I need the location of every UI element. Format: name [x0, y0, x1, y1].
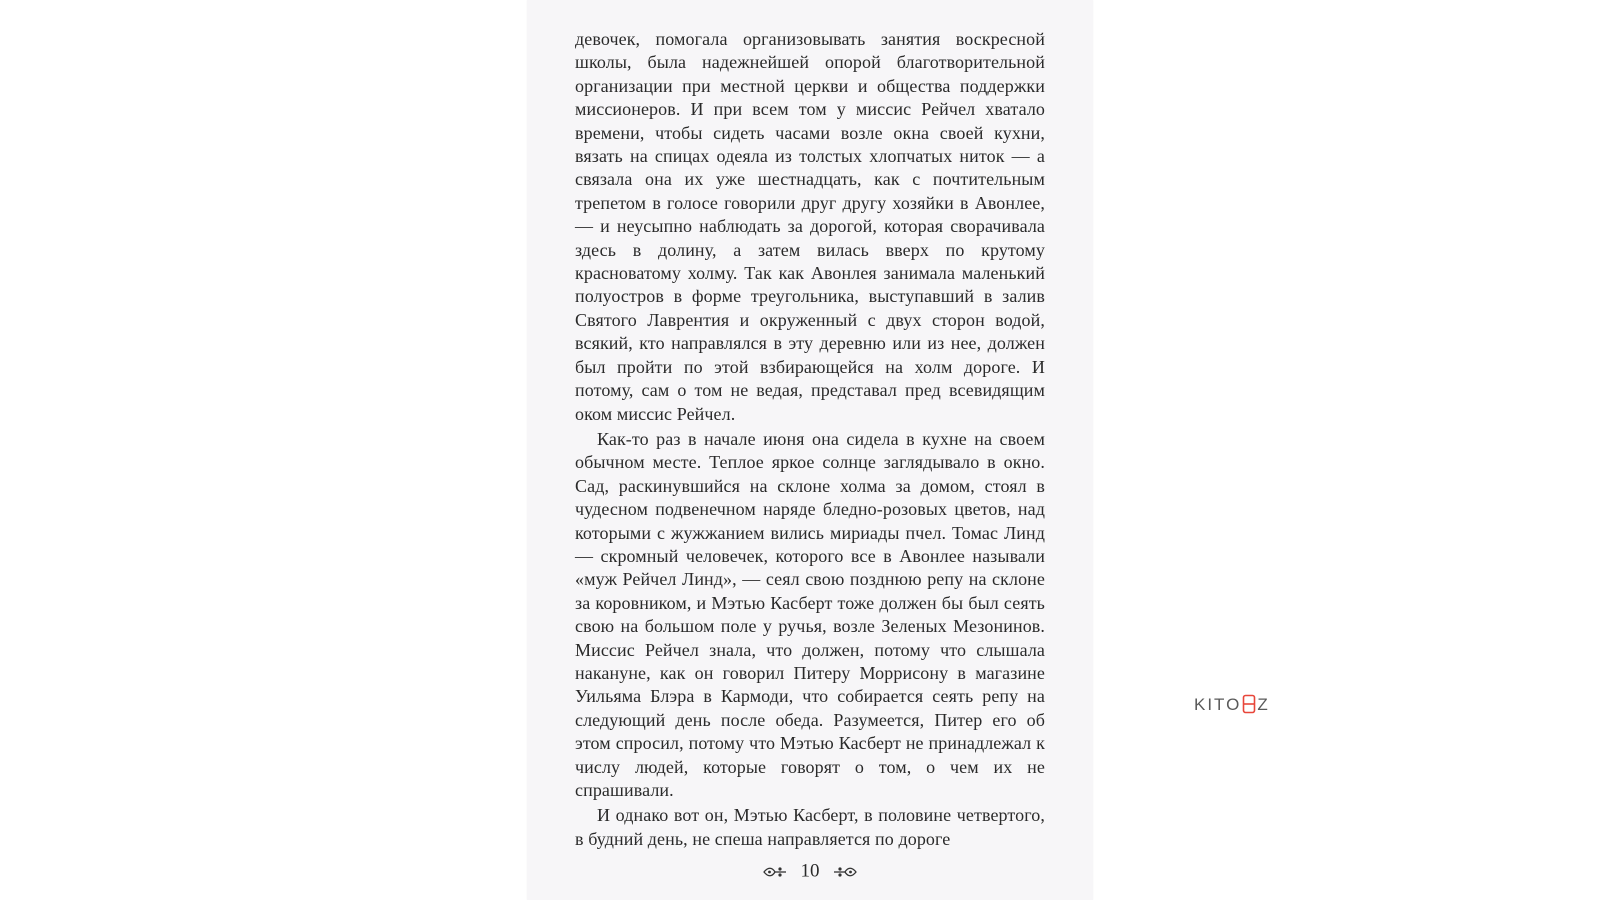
page-text — [575, 28, 1045, 851]
page-footer — [527, 860, 1093, 883]
paragraph-3: И однако вот он, Мэтью Касберт, в половине четвертого, в будний день, не спеша направляется по дороге — [575, 805, 1045, 849]
watermark-suffix: Z — [1257, 695, 1270, 714]
book-logo-icon — [1242, 694, 1256, 714]
watermark-prefix: KITO — [1194, 695, 1242, 714]
fleuron-icon — [832, 865, 858, 879]
paragraph-1: девочек, помогала организовывать занятия воскресной школы, была надежнейшей опорой благотворительной организации при местной церкви и общества поддержки миссионеров. И при всем том у миссис Рейчел хватало времени, чтобы сидеть часами возле окна своей кухни, вязать на спицах одеяла из толстых хлопчатых ниток — а связала она их уже шестнадцать, как с почтительным трепетом в голосе говорили друг другу хозяйки в Авонлее, — и неусыпно наблюдать за дорогой, которая сворачивала здесь в долину, а затем вилась вверх по крутому красноватому холму. Так как Авонлея занимала маленький полуостров в форме треугольника, выступавший в залив Святого Лаврентия и окруженный с двух сторон водой, всякий, кто направлялся в эту деревню или из нее, должен был пройти по этой взбирающейся на холм дороге. И потому, сам о том не ведая, представал пред всевидящим оком миссис Рейчел. — [575, 29, 1045, 424]
page-number: 10 — [800, 860, 820, 882]
book-page — [527, 0, 1093, 900]
paragraph-2: Как-то раз в начале июня она сидела в кухне на своем обычном месте. Теплое яркое солнце заглядывало в окно. Сад, раскинувшийся на склоне холма за домом, стоял в чудесном подвенечном наряде бледно-розовых цветов, над которыми с жужжанием вились мириады пчел. Томас Линд — скромный человечек, которого все в Авонлее называли «муж Рейчел Линд», — сеял свою позднюю репу на склоне за коровником, и Мэтью Касберт тоже должен бы был сеять свою на большом поле у ручья, возле Зеленых Мезонинов. Миссис Рейчел знала, что должен, потому что слышала накануне, как он говорил Питеру Моррисону в магазине Уильяма Блэра в Кармоди, что собирается сеять репу на следующий день после обеда. Разумеется, Питер его об этом спросил, потому что Мэтью Касберт не принадлежал к числу людей, которые говорят о том, о чем их не спрашивали. — [575, 428, 1045, 800]
site-watermark — [1194, 694, 1270, 715]
fleuron-icon — [762, 865, 788, 879]
